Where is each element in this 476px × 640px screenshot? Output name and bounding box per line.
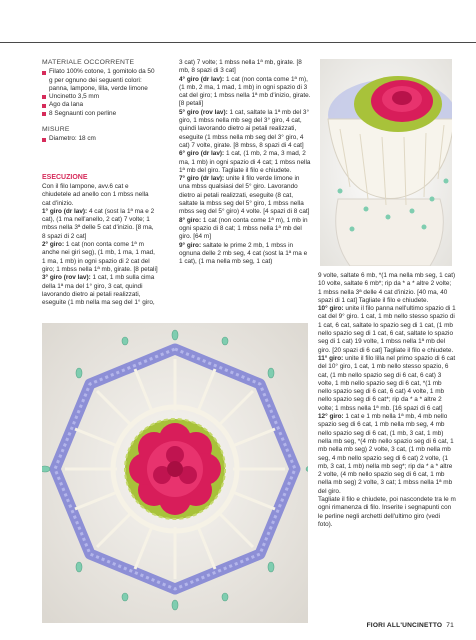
instruction-paragraph: 1° giro (dr lav): 4 cat (sost la 1ª ma e 2 cat), (1 ma nell'anello, 2 cat) 7 volte; 1 mbss nella 3ª delle 5 cat d'inizio. [8 ma, 8 spazi di 2 cat] <box>42 207 155 240</box>
instruction-paragraph: 12° giro: 1 cat e 1 mb nella 1ª mb, 4 mb nello spazio seg di 6 cat, 1 mb nella mb seg, 4 mb nello spazio seg di 6 cat, (1 mb, 3 cat, 1 mb) nella mb seg, *(4 mb nello spazio seg di 6 cat, 1 mb nella mb seg) 2 volte, 3 cat, (1 mb nella mb seg, 4 mb nello spazio seg di 6 cat) 2 volte, (1 mb, 3 cat, 1 mb) nella mb seg*; rip da * a * altre 2 volte, (4 mb nello spazio seg di 6 cat, 1 mb nella mb seg) 2 volte, 3 cat; 1 mbss nella 1ª mb del giro. <box>318 413 454 495</box>
jar-cover-photo <box>320 59 452 266</box>
measures-list <box>42 135 158 143</box>
measures-heading: MISURE <box>42 126 70 134</box>
jar-cover-illustration <box>320 59 452 266</box>
instruction-paragraph: 2° giro: 1 cat (non conta come 1ª m anche nei giri seg), (1 mb, 1 ma, 1 mad, 1 ma, 1 mb) in ogni spazio di 2 cat del giro; 1 mbss nella 1ª mb, girate. [8 petali] <box>42 241 158 273</box>
column-3 <box>318 272 456 529</box>
instruction-paragraph: 3 cat) 7 volte; 1 mbss nella 1ª mb, girate. [8 mb, 8 spazi di 3 cat] <box>179 59 302 75</box>
column-1 <box>42 59 158 307</box>
instruction-paragraph: 8° giro: 1 cat (non conta come 1ª m), 1 mb in ogni spazio di 8 cat; 1 mbss nella 1ª mb del giro. [64 m] <box>179 216 308 241</box>
top-rule <box>0 42 476 43</box>
page-footer <box>367 622 454 629</box>
doily-illustration <box>42 323 308 623</box>
instruction-paragraph: 5° giro (rov lav): 1 cat, saltate la 1ª mb del 3° giro, 1 mbss nella mb seg del 3° giro, 4 cat, quindi lavorando dietro ai petali realizzati, eseguite (1 mbss nella mb seg del 3° giro, 4 cat) 7 volte, girate. [8 mbss, 8 spazi di 4 cat] <box>179 108 310 149</box>
execution-intro: Con il filo lampone, avv.6 cat e chiudetele ad anello con 1 mbss nella cat d'inizio. <box>42 182 149 207</box>
column-2 <box>179 59 311 266</box>
materials-item: Uncinetto 3,5 mm <box>42 93 158 101</box>
execution-heading: ESECUZIONE <box>42 173 88 181</box>
materials-heading: MATERIALE OCCORRENTE <box>42 59 135 66</box>
instruction-paragraph: 3° giro (rov lav): 1 cat, 1 mb sulla cima della 1ª ma del 1° giro, 3 cat, quindi lavorando dietro ai petali realizzati, eseguite (1 mb nella ma seg del 1° giro, <box>42 274 155 307</box>
doily-photo <box>42 323 308 623</box>
instruction-paragraph: Tagliate il filo e chiudete, poi nascondete tra le m ogni rimanenza di filo. Inserite i segnapunti con le perline negli archetti dell'ultimo giro (vedi foto). <box>318 496 456 528</box>
materials-item: Filato 100% cotone, 1 gomitolo da 50 g per ognuno dei seguenti colori: panna, lampone, lilla, verde limone <box>42 68 158 93</box>
materials-list <box>42 68 158 118</box>
instruction-paragraph: 9° giro: saltate le prime 2 mb, 1 mbss in ognuna delle 2 mb seg, 4 cat (sost la 1ª ma e 1 cat), (1 ma nella mb seg, 1 cat) <box>179 241 308 266</box>
footer-title: FIORI ALL'UNCINETTO <box>366 622 443 629</box>
materials-item: Ago da lana <box>42 101 158 109</box>
measures-item: Diametro: 18 cm <box>42 135 158 143</box>
instruction-paragraph: 7° giro (dr lav): unite il filo verde limone in una mbss qualsiasi del 5° giro. Lavorando dietro ai petali realizzati, eseguite (8 cat, saltate la mbss seg del 5° giro, 1 mbss nella mbss seg del 5° giro) 4 volte. [4 spazi di 8 cat] <box>179 175 310 216</box>
materials-item: 8 Segnaunti con perline <box>42 110 158 118</box>
page-number: 71 <box>446 622 454 629</box>
instruction-paragraph: 6° giro (dr lav): 1 cat, (1 mb, 2 ma, 3 mad, 2 ma, 1 mb) in ogni spazio di 4 cat; 1 mbss nella 1ª mb del giro. Tagliate il filo e chiudete. <box>179 150 311 174</box>
instruction-paragraph: 9 volte, saltate 6 mb, *(1 ma nella mb seg, 1 cat) 10 volte, saltate 6 mb*; rip da * a * altre 2 volte; 1 mbss nella 3ª delle 4 cat d'inizio. [40 ma, 40 spazi di 1 cat] Tagliate il filo e chiudete. <box>318 272 456 304</box>
instruction-paragraph: 11° giro: unite il filo lilla nel primo spazio di 6 cat del 10° giro, 1 cat, 1 mb nello stesso spazio, 6 cat, (1 mb nello spazio seg di 6 cat, 6 cat) 3 volte, 1 mb nello spazio seg di 6 cat, *(1 mb nello spazio seg di 6 cat, 6 cat) 4 volte, 1 mb nello spazio seg di 6 cat*; rip da * a * altre 2 volte; 1 mbss nella 1ª mb. [16 spazi di 6 cat] <box>318 354 456 412</box>
instruction-paragraph: 4° giro (dr lav): 1 cat (non conta come 1ª m), (1 mb, 2 ma, 1 mad, 1 mb) in ogni spazio di 3 cat del giro; 1 mbss nella 1ª mb d'inizio, girate. [8 petali] <box>179 75 311 108</box>
instruction-paragraph: 10° giro: unite il filo panna nell'ultimo spazio di 1 cat del 9° giro. 1 cat, 1 mb nello stesso spazio di 1 cat, 6 cat, saltate lo spazio seg di 1 cat, (1 mb nello spazio seg di 1 cat, 6 cat, saltate lo spazio seg di 1 cat) 19 volte, 1 mbss nella 1ª mb del giro. [20 spazi di 6 cat] Tagliate il filo e chiudete. <box>318 305 456 354</box>
